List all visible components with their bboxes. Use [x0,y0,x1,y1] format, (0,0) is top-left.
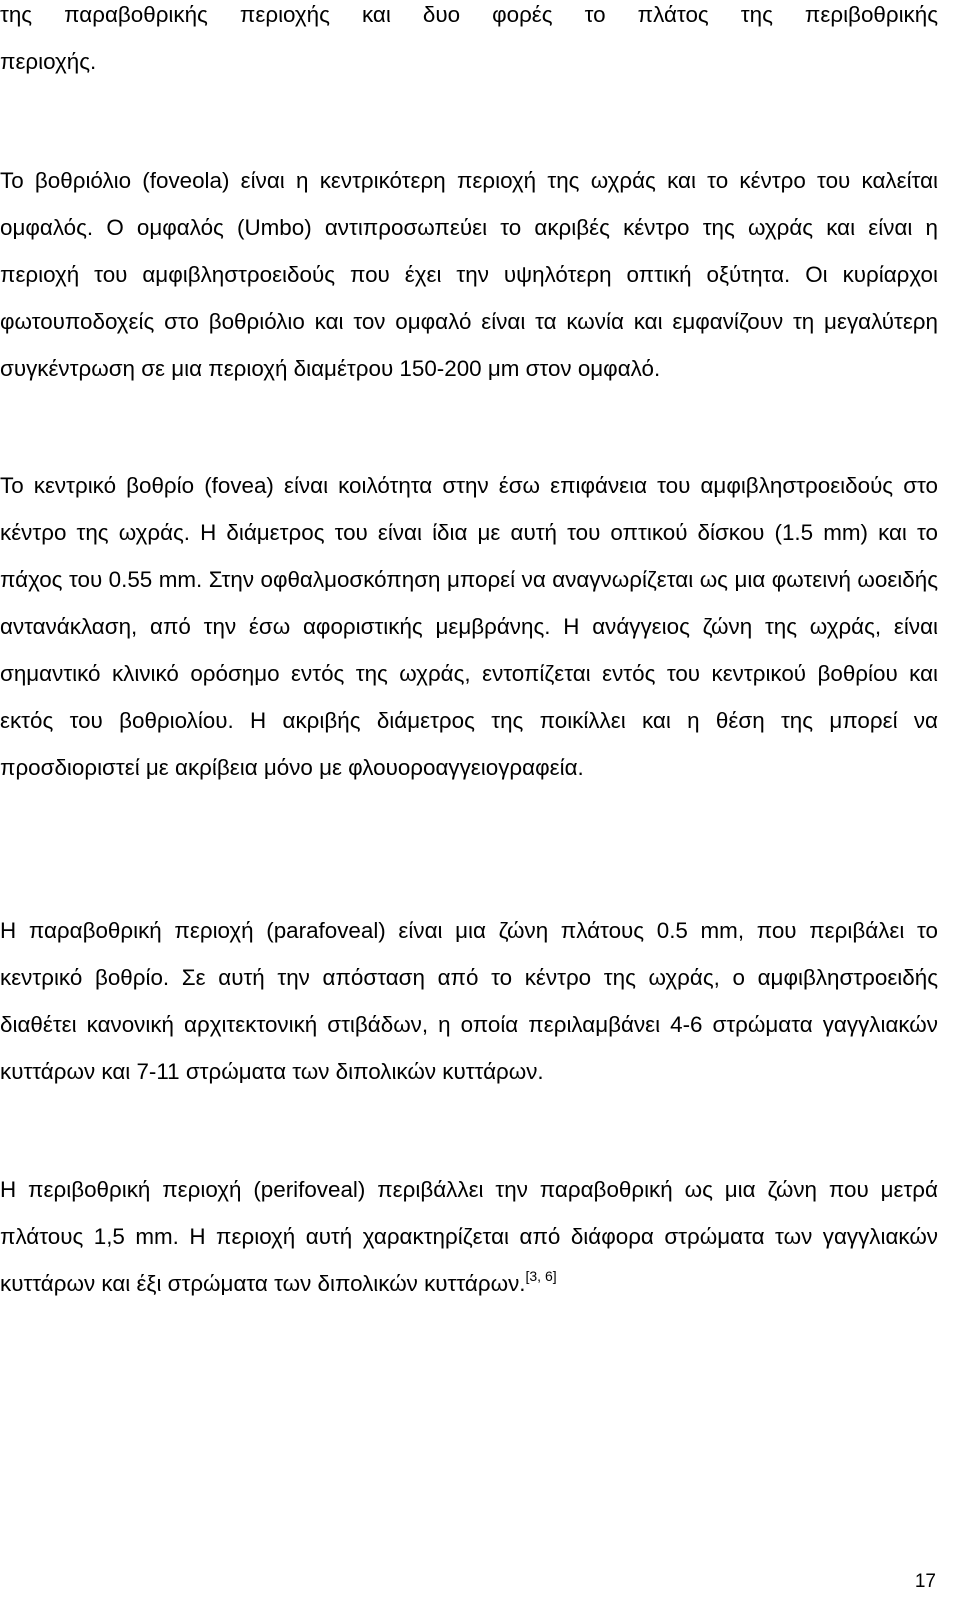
paragraph-foveola-text: Το βοθριόλιο (foveola) είναι η κεντρικότερη περιοχή της ωχράς και το κέντρο του καλείται ομφαλός. Ο ομφαλός (Umbo) αντιπροσωπεύει το ακριβές κέντρο της ωχράς και είναι η περιοχή του αμφιβληστροειδούς που έχει την υψηλότερη οπτική οξύτητα. Οι κυρίαρχοι φωτουποδοχείς στο βοθριόλιο και τον ομφαλό είναι τα κωνία και εμφανίζουν τη μεγαλύτερη συγκέντρωση σε μια περιοχή διαμέτρου 150-200 μm στον ομφαλό. [0,168,938,381]
page-number: 17 [914,1571,936,1592]
citation-reference: [3, 6] [525,1267,557,1284]
paragraph-parafoveal [0,907,938,1095]
paragraph-foveola [0,157,938,392]
paragraph-perifoveal-text: Η περιβοθρική περιοχή (perifoveal) περιβάλλει την παραβοθρική ως μια ζώνη που μετρά πλάτους 1,5 mm. Η περιοχή αυτή χαρακτηρίζεται από διάφορα στρώματα των γαγγλιακών κυττάρων και έξι στρώματα των διπολικών κυττάρων. [0,1177,938,1296]
paragraph-fragment-text-1: της παραβοθρικής περιοχής και δυο φορές το πλάτος της περιβοθρικής [0,2,938,27]
paragraph-fragment-line-1 [0,0,938,38]
paragraph-fovea [0,462,938,791]
paragraph-perifoveal [0,1166,938,1307]
paragraph-fovea-text: Το κεντρικό βοθρίο (fovea) είναι κοιλότητα στην έσω επιφάνεια του αμφιβληστροειδούς στο κέντρο της ωχράς. Η διάμετρος του είναι ίδια με αυτή του οπτικού δίσκου (1.5 mm) και το πάχος του 0.55 mm. Στην οφθαλμοσκόπηση μπορεί να αναγνωρίζεται ως μια φωτεινή ωοειδής αντανάκλαση, από την έσω αφοριστικής μεμβράνης. Η ανάγγειος ζώνη της ωχράς, είναι σημαντικό κλινικό ορόσημο εντός της ωχράς, εντοπίζεται εντός του κεντρικού βοθρίου και εκτός του βοθριολίου. Η ακριβής διάμετρος της ποικίλλει και η θέση της μπορεί να προσδιοριστεί με ακρίβεια μόνο με φλουοροαγγειογραφεία. [0,473,938,780]
paragraph-fragment-line-2 [0,38,938,85]
paragraph-parafoveal-text: Η παραβοθρική περιοχή (parafoveal) είναι μια ζώνη πλάτους 0.5 mm, που περιβάλει το κεντρικό βοθρίο. Σε αυτή την απόσταση από το κέντρο της ωχράς, ο αμφιβληστροειδής διαθέτει κανονική αρχιτεκτονική στιβάδων, η οποία περιλαμβάνει 4-6 στρώματα γαγγλιακών κυττάρων και 7-11 στρώματα των διπολικών κυττάρων. [0,918,938,1084]
paragraph-fragment-text-2: περιοχής. [0,49,97,74]
